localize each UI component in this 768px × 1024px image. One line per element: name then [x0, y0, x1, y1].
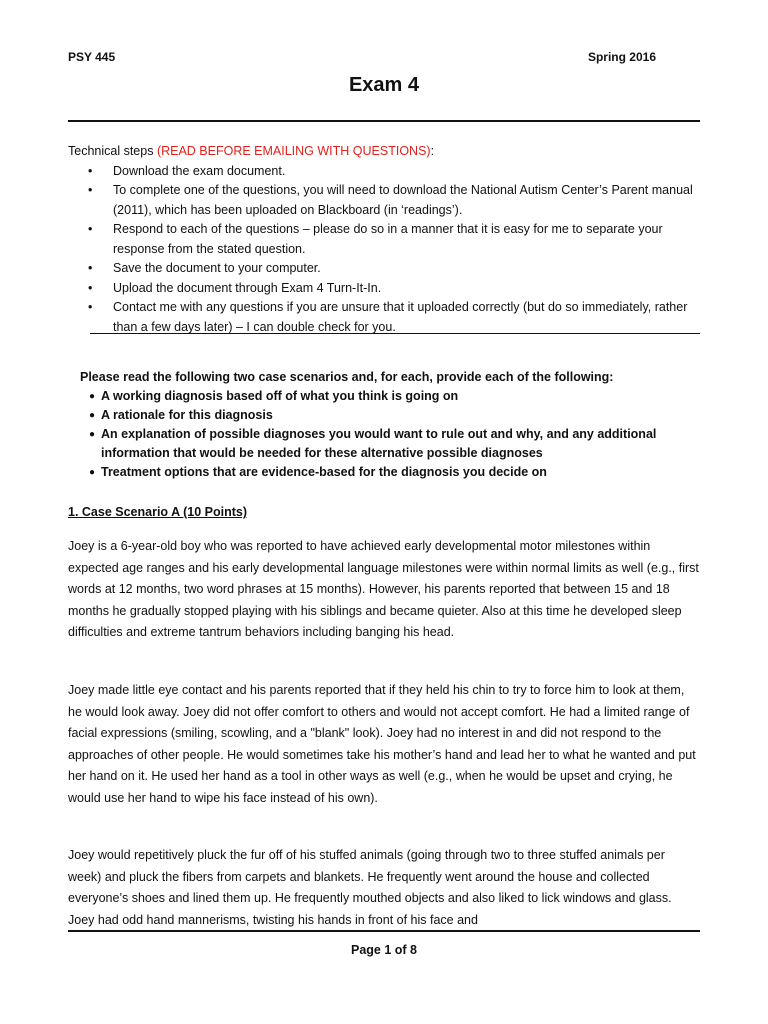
technical-step: • To complete one of the questions, you will need to download the National Autism Center’s Parent manual (2011), which has been uploaded on Blackboard (in ‘readings’). — [68, 181, 708, 220]
technical-steps-warning: (READ BEFORE EMAILING WITH QUESTIONS) — [156, 144, 431, 158]
technical-divider — [90, 333, 700, 334]
instructions-block — [80, 368, 710, 482]
term-label: Spring 2016 — [587, 50, 656, 64]
instructions-list — [80, 387, 710, 482]
technical-steps-intro: Technical steps (READ BEFORE EMAILING WITH QUESTIONS): — [68, 144, 435, 158]
case-a-paragraph: Joey made little eye contact and his parents reported that if they held his chin to try to force him to look at them, he would look away. Joey did not offer comfort to others and would not accept comfort. He had a limited range of facial expressions (smiling, scowling, and a "blank" look). Joey had no interest in and did not respond to the approaches of other people. He would sometimes take his mother’s hand and lead her to what he wanted and put her hand on it. He used her hand as a tool in other ways as well (e.g., when he would be upset and crying, he would use her hand to wipe his face instead of his own). — [68, 683, 696, 805]
case-a-paragraph: Joey is a 6-year-old boy who was reported to have achieved early developmental motor milestones within expected age ranges and his early developmental language milestones were within normal limits as well (e.g., first words at 12 months, two word phrases at 15 months). However, his parents reported that between 15 and 18 months he gradually stopped playing with his siblings and became quieter. Also at this time he developed sleep difficulties and extreme tantrum behaviors including banging his head. — [68, 539, 699, 640]
technical-step: • Save the document to your computer. — [68, 259, 708, 279]
page-number: Page 1 of 8 — [351, 943, 417, 957]
technical-steps — [68, 142, 708, 337]
case-a-paragraph: Joey would repetitively pluck the fur off of his stuffed animals (going through two to three stuffed animals per week) and pluck the fibers from carpets and blankets. He frequently went around the house and collected everyone’s shoes and lined them up. He frequently mouthed objects and also liked to lick windows and glass. Joey had odd hand mannerisms, twisting his hands in front of his face and — [68, 848, 672, 927]
technical-step: • Contact me with any questions if you are unsure that it uploaded correctly (but do so immediately, rather than a few days later) – I can double check for you. — [68, 298, 708, 337]
instructions-intro: Please read the following two case scenarios and, for each, provide each of the following: — [80, 370, 614, 384]
footer-divider — [68, 930, 700, 932]
instruction-item: ● An explanation of possible diagnoses you would want to rule out and why, and any additional information that would be needed for these alternative possible diagnoses — [80, 425, 710, 463]
technical-step: • Download the exam document. — [68, 162, 708, 182]
header-divider — [68, 120, 700, 122]
instruction-item: ● Treatment options that are evidence-based for the diagnosis you decide on — [80, 463, 710, 482]
technical-steps-list — [68, 162, 708, 338]
page-title: Exam 4 — [348, 74, 420, 96]
course-code: PSY 445 — [68, 50, 116, 64]
instruction-item: ● A rationale for this diagnosis — [80, 406, 710, 425]
technical-step: • Respond to each of the questions – please do so in a manner that it is easy for me to separate your response from the stated question. — [68, 220, 708, 259]
instruction-item: ● A working diagnosis based off of what you think is going on — [80, 387, 710, 406]
case-a-heading: 1. Case Scenario A (10 Points) — [68, 505, 247, 519]
technical-step: • Upload the document through Exam 4 Turn-It-In. — [68, 279, 708, 299]
